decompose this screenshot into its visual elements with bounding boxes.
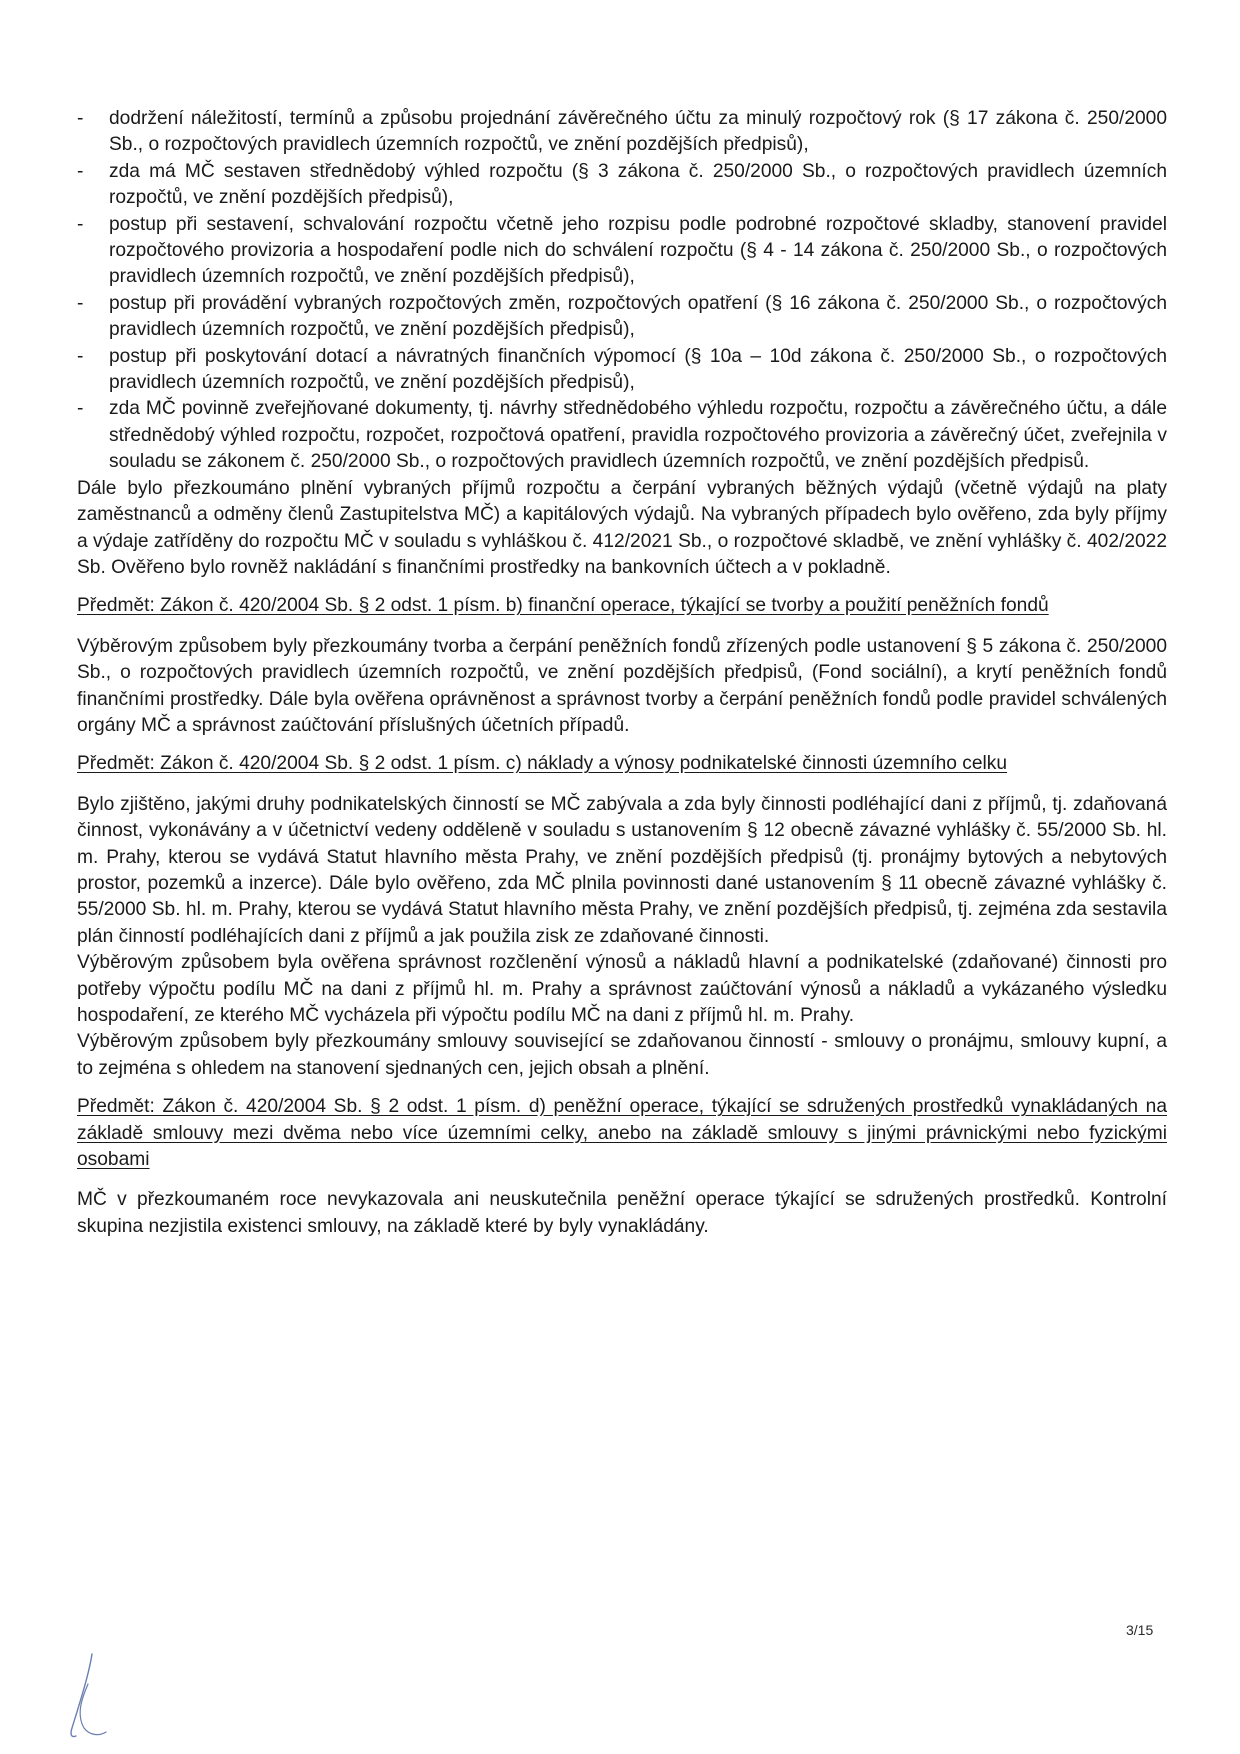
list-item-text: dodržení náležitostí, termínů a způsobu projednání závěrečného účtu za minulý rozpočtový rok (§ 17 zákona č. 250/2000 Sb., o rozpočtových pravidlech územních rozpočtů, ve znění pozdějších předpisů), xyxy=(109,108,1167,156)
section-c-text-1: Bylo zjištěno, jakými druhy podnikatelských činností se MČ zabývala a zda byly činnosti podléhající dani z příjmů, tj. zdaňovaná činnost, vykonávány a v účetnictví vedeny odděleně v souladu s ustanovením § 12 obecně závazné vyhlášky č. 55/2000 Sb. hl. m. Prahy, kterou se vydává Statut hlavního města Prahy, ve znění pozdějších předpisů (tj. pronájmy bytových a nebytových prostor, pozemků a inzerce). Dále bylo ověřeno, zda MČ plnila povinnosti dané ustanovením § 11 obecně závazné vyhlášky č. 55/2000 Sb. hl. m. Prahy, kterou se vydává Statut hlavního města Prahy, ve znění pozdějších předpisů, tj. zejména zda sestavila plán činností podléhajících dani z příjmů a jak použila zisk ze zdaňované činnosti. xyxy=(77,793,1167,947)
review-points-list xyxy=(77,106,1167,476)
section-c-subject: Předmět: Zákon č. 420/2004 Sb. § 2 odst. 1 písm. c) náklady a výnosy podnikatelské činnosti územního celku xyxy=(77,753,1008,775)
list-item xyxy=(77,106,1167,159)
list-item-text: zda MČ povinně zveřejňované dokumenty, tj. návrhy střednědobého výhledu rozpočtu, rozpočtu a závěrečného účtu, a dále střednědobý výhled rozpočtu, rozpočet, rozpočtová opatření, pravidla rozpočtového provizoria a závěrečný účet, zveřejnila v souladu se zákonem č. 250/2000 Sb., o rozpočtových pravidlech územních rozpočtů, ve znění pozdějších předpisů. xyxy=(109,398,1167,473)
section-d-text: MČ v přezkoumaném roce nevykazovala ani neuskutečnila peněžní operace týkající se sdružených prostředků. Kontrolní skupina nezjistila existenci smlouvy, na základě které by byly vynakládány. xyxy=(77,1189,1167,1237)
bullet-marker: - xyxy=(77,345,84,367)
section-c-text-3: Výběrovým způsobem byly přezkoumány smlouvy související se zdaňovanou činností - smlouvy o pronájmu, smlouvy kupní, a to zejména s ohledem na stanovení sjednaných cen, jejich obsah a plnění. xyxy=(77,1031,1167,1079)
section-c-text-2: Výběrovým způsobem byla ověřena správnost rozčlenění výnosů a nákladů hlavní a podnikatelské (zdaňované) činnosti pro potřeby výpočtu podílu MČ na dani z příjmů hl. m. Prahy a správnost zaúčtování výnosů a nákladů a vykázaného výsledku hospodaření, ze kterého MČ vycházela při výpočtu podílu MČ na dani z příjmů hl. m. Prahy. xyxy=(77,952,1167,1026)
page-content xyxy=(77,106,1167,1240)
list-item-text: postup při poskytování dotací a návratných finančních výpomocí (§ 10a – 10d zákona č. 250/2000 Sb., o rozpočtových pravidlech územních rozpočtů, ve znění pozdějších předpisů), xyxy=(109,345,1167,394)
bullet-marker: - xyxy=(77,398,84,420)
list-item xyxy=(77,344,1167,397)
list-item-text: zda má MČ sestaven střednědobý výhled rozpočtu (§ 3 zákona č. 250/2000 Sb., o rozpočtových pravidlech územních rozpočtů, ve znění pozdějších předpisů), xyxy=(109,160,1167,209)
bullet-marker: - xyxy=(77,213,84,235)
section-b-text: Výběrovým způsobem byly přezkoumány tvorba a čerpání peněžních fondů zřízených podle ustanovení § 5 zákona č. 250/2000 Sb., o rozpočtových pravidlech územních rozpočtů, ve znění pozdějších předpisů, (Fond sociální), a krytí peněžních fondů finančními prostředky. Dále byla ověřena oprávněnost a správnost tvorby a čerpání peněžních fondů podle pravidel schválených orgány MČ a správnost zaúčtování příslušných účetních případů. xyxy=(77,635,1167,736)
list-item xyxy=(77,212,1167,291)
list-item xyxy=(77,396,1167,475)
handwritten-initial-signature xyxy=(62,1650,122,1742)
bullet-marker: - xyxy=(77,292,84,314)
list-item-text: postup při sestavení, schvalování rozpočtu včetně jeho rozpisu podle podrobné rozpočtové skladby, stanovení pravidel rozpočtového provizoria a hospodaření podle nich do schválení rozpočtu (§ 4 - 14 zákona č. 250/2000 Sb., o rozpočtových pravidlech územních rozpočtů, ve znění pozdějších předpisů), xyxy=(109,213,1167,288)
list-item xyxy=(77,159,1167,212)
page-number: 3/15 xyxy=(1126,1622,1154,1638)
section-b-subject: Předmět: Zákon č. 420/2004 Sb. § 2 odst. 1 písm. b) finanční operace, týkající se tvorby a použití peněžních fondů xyxy=(77,595,1049,617)
bullet-marker: - xyxy=(77,160,84,182)
bullet-marker: - xyxy=(77,108,84,129)
section-d-subject: Předmět: Zákon č. 420/2004 Sb. § 2 odst. 1 písm. d) peněžní operace, týkající se sdružených prostředků vynakládaných na základě smlouvy mezi dvěma nebo více územními celky, anebo na základě smlouvy s jinými právnickými nebo fyzickými osobami xyxy=(77,1096,1167,1171)
list-item xyxy=(77,291,1167,344)
list-item-text: postup při provádění vybraných rozpočtových změn, rozpočtových opatření (§ 16 zákona č. 250/2000 Sb., o rozpočtových pravidlech územních rozpočtů, ve znění pozdějších předpisů), xyxy=(109,292,1167,341)
intro-paragraph: Dále bylo přezkoumáno plnění vybraných příjmů rozpočtu a čerpání vybraných běžných výdajů (včetně výdajů na platy zaměstnanců a odměny členů Zastupitelstva MČ) a kapitálových výdajů. Na vybraných případech bylo ověřeno, zda byly příjmy a výdaje zatříděny do rozpočtu MČ v souladu s vyhláškou č. 412/2021 Sb., o rozpočtové skladbě, ve znění vyhlášky č. 402/2022 Sb. Ověřeno bylo rovněž nakládání s finančními prostředky na bankovních účtech a v pokladně. xyxy=(77,477,1167,578)
